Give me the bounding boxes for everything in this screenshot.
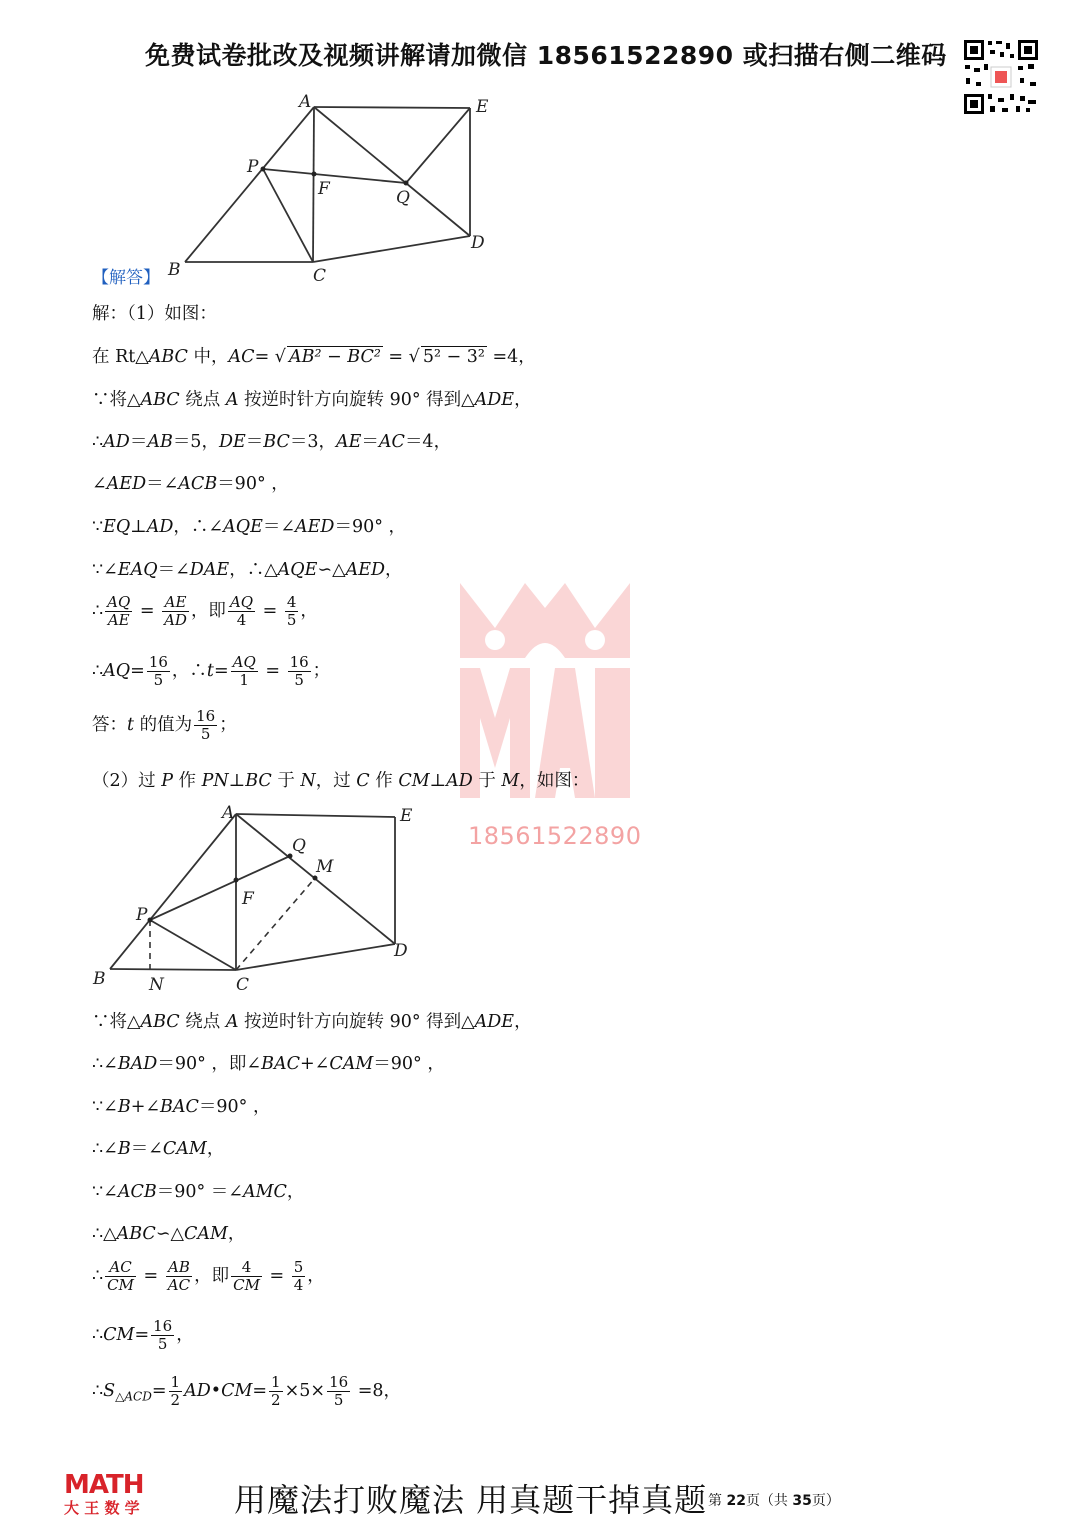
math-text: ， <box>176 1325 194 1345</box>
math-text: ADE <box>474 1012 515 1032</box>
math-text: ∴ <box>92 432 104 452</box>
math-text: ＝∠ <box>157 560 190 580</box>
math-text: 16 <box>196 707 216 725</box>
math-text: AC <box>167 1276 191 1294</box>
fig1-label-d: D <box>471 233 485 253</box>
math-text: 按逆时针方向旋转 90° 得到△ <box>238 390 475 410</box>
math-text: 于 <box>271 771 301 791</box>
geometry-figure-1 <box>160 92 500 287</box>
math-text: = <box>137 1266 164 1286</box>
math-text: 于 <box>472 771 502 791</box>
math-text: ∵ <box>92 517 104 537</box>
math-text: ⊥ <box>429 771 447 791</box>
sol-line-11 <box>92 767 589 792</box>
math-text: A <box>225 390 239 410</box>
sol2-line-7 <box>92 1259 325 1294</box>
math-text: ，∴ <box>171 661 207 681</box>
math-text: S <box>103 1381 116 1401</box>
sol-line-3 <box>92 386 532 411</box>
math-text: +∠ <box>299 1054 330 1074</box>
sol-line-1 <box>92 300 217 325</box>
math-text: AC <box>228 347 255 367</box>
fig2-label-c: C <box>236 975 250 995</box>
math-text: 按逆时针方向旋转 90° 得到△ <box>238 1012 475 1032</box>
math-text: BAD <box>117 1054 158 1074</box>
math-text: AC <box>105 1259 136 1277</box>
math-text: = <box>134 601 161 621</box>
math-text: 5² − 3² <box>422 347 485 367</box>
math-text: 4 <box>236 611 247 629</box>
segment-ad <box>314 107 470 236</box>
segment-pc <box>263 169 313 262</box>
math-text: 16 <box>329 1373 349 1391</box>
math-text: AQ <box>229 593 254 611</box>
fig2-label-b: B <box>93 969 106 989</box>
qr-code-icon[interactable] <box>962 38 1040 116</box>
math-text: = <box>382 347 409 367</box>
footer-logo: MATH 大 王 数 学 <box>64 1470 144 1517</box>
fig2-label-m: M <box>316 857 334 877</box>
segment-ba <box>185 107 314 262</box>
math-text: ＝ <box>129 432 148 452</box>
math-text: ABC <box>140 390 180 410</box>
math-text: ， <box>385 560 403 580</box>
math-text: ＝90° ， <box>217 474 289 494</box>
segment-pq <box>263 169 406 183</box>
math-text: 作 <box>369 771 399 791</box>
sol-line-7 <box>92 556 403 581</box>
math-text: = <box>254 347 270 367</box>
math-text: ∵∠ <box>92 1182 118 1202</box>
fig1-label-f: F <box>318 179 330 199</box>
math-text: 绕点 <box>179 390 226 410</box>
math-text: ∵将△ <box>92 1012 141 1032</box>
math-text: AB² − BC² <box>288 347 381 367</box>
math-text: ， <box>514 390 532 410</box>
math-text: C <box>356 771 370 791</box>
segment-dc <box>313 236 470 262</box>
math-text: ， <box>206 1139 225 1159</box>
math-text: ∵∠ <box>92 1097 118 1117</box>
math-text: EAQ <box>117 560 158 580</box>
math-text: ABC <box>148 347 188 367</box>
sol2-line-4 <box>92 1135 224 1160</box>
math-text: 16 <box>148 653 168 671</box>
math-text: CM <box>233 1276 260 1294</box>
math-text: = <box>263 1266 290 1286</box>
fig2-label-n: N <box>149 975 164 995</box>
math-text: ，∴∠ <box>173 517 224 537</box>
math-text: 在 Rt△ <box>92 347 149 367</box>
math-text: = <box>259 661 286 681</box>
math-text: 1 <box>239 671 249 689</box>
math-text: AD <box>146 517 174 537</box>
math-text: AE <box>107 611 130 629</box>
math-text: EQ <box>103 517 131 537</box>
math-text: 5 <box>293 1258 304 1276</box>
math-text: = <box>151 1381 167 1401</box>
answer-label: 【解答】 <box>92 268 160 288</box>
math-text: CM <box>221 1381 253 1401</box>
sol2-line-8 <box>92 1318 194 1353</box>
math-text: ×5× <box>284 1381 326 1401</box>
math-text: AQ <box>107 593 131 611</box>
math-text: AD <box>184 1381 211 1401</box>
math-text: AB <box>166 1259 192 1277</box>
math-text: 4 <box>293 1276 304 1294</box>
fig1-label-q: Q <box>396 188 410 208</box>
fig1-label-e: E <box>476 97 489 117</box>
math-text: ，即 <box>194 1266 230 1286</box>
fig2-label-a: A <box>222 803 235 823</box>
fig1-label-b: B <box>168 260 181 280</box>
math-text: ，如图： <box>519 771 590 791</box>
math-text: CAM <box>162 1139 207 1159</box>
math-text: PN <box>201 771 229 791</box>
math-text: 的值为 <box>134 715 193 735</box>
math-text: ， <box>286 1182 305 1202</box>
segment-ac <box>313 107 314 262</box>
sol-line-8 <box>92 594 318 629</box>
math-text: ∵∠ <box>92 560 118 580</box>
math-text: ∴∠ <box>92 1139 118 1159</box>
math-text: AQE <box>223 517 263 537</box>
math-text: ∠ <box>92 474 107 494</box>
math-text: ， <box>300 601 318 621</box>
math-text: ＝90° ， <box>334 517 407 537</box>
math-text: B <box>117 1139 131 1159</box>
math-text: AD <box>446 771 473 791</box>
header-banner: 免费试卷批改及视频讲解请加微信 18561522890 或扫描右侧二维码 <box>145 41 947 70</box>
math-text: 5 <box>157 1335 168 1353</box>
math-text: AED <box>345 560 386 580</box>
math-text: ＝3， <box>289 432 336 452</box>
math-text: 5 <box>333 1391 344 1409</box>
math-text: ； <box>312 661 331 681</box>
sol2-line-5 <box>92 1178 304 1203</box>
math-text: • <box>210 1381 222 1401</box>
math-text: ACB <box>178 474 218 494</box>
math-text: 2 <box>271 1391 281 1409</box>
math-text: ，∴△ <box>229 560 278 580</box>
math-text: ∴△ <box>92 1224 117 1244</box>
sol2-line-1 <box>92 1008 532 1033</box>
math-text: ， <box>514 1012 532 1032</box>
math-text: 2 <box>170 1391 181 1409</box>
math-text: +∠ <box>130 1097 161 1117</box>
math-text: ＝∠ <box>146 474 179 494</box>
math-text: ABC <box>116 1224 156 1244</box>
math-text: 1 <box>170 1373 181 1391</box>
math-text: = <box>213 661 229 681</box>
math-text: = <box>252 1381 268 1401</box>
sol-line-9 <box>92 654 330 689</box>
math-text: ＝90° ，即∠ <box>157 1054 262 1074</box>
math-text: =8， <box>352 1381 402 1401</box>
fig1-label-a: A <box>299 92 312 112</box>
math-text: BC <box>263 432 290 452</box>
math-text: A <box>225 1012 239 1032</box>
sol-line-10 <box>92 708 237 743</box>
fig1-label-c: C <box>313 266 327 286</box>
math-text: 5 <box>153 671 164 689</box>
math-text: ＝5， <box>172 432 219 452</box>
math-text: ，过 <box>315 771 357 791</box>
math-text: CM <box>398 771 430 791</box>
segment-eq <box>406 108 470 183</box>
math-text: B <box>117 1097 131 1117</box>
math-text: AQ <box>103 661 131 681</box>
math-text: BAC <box>261 1054 300 1074</box>
math-text: AB <box>147 432 173 452</box>
math-text: t <box>127 715 135 735</box>
fig2-label-p: P <box>136 905 148 925</box>
math-text: ∴ <box>92 661 104 681</box>
sol-line-5 <box>92 470 289 495</box>
math-text: AC <box>378 432 405 452</box>
fig2-label-d: D <box>394 941 408 961</box>
math-text: AED <box>295 517 335 537</box>
segment-ae <box>314 107 470 108</box>
math-text: AD <box>164 611 187 629</box>
math-text: =4， <box>486 347 536 367</box>
math-text: ＝90° ＝∠ <box>156 1182 243 1202</box>
math-text: ＝90° ， <box>373 1054 445 1074</box>
math-text: = <box>134 1325 150 1345</box>
math-text: = <box>257 601 283 621</box>
math-text: t <box>206 661 214 681</box>
math-text: DAE <box>189 560 230 580</box>
sol2-line-9: $\therefore S_{\triangle ACD}=$ $\frac{1}{2}$ AD•CM= $\frac{1}{2}$ ×5× $\frac{16}{5}$ =8， <box>92 1373 402 1409</box>
math-text: ∴ <box>92 601 104 621</box>
math-text: AQE <box>277 560 318 580</box>
math-text: BC <box>245 771 272 791</box>
fig2-label-f: F <box>242 889 254 909</box>
math-text: ∴ <box>92 1266 104 1286</box>
math-text: 16 <box>153 1317 173 1335</box>
math-text: ； <box>219 715 237 735</box>
math-text: ＝ <box>361 432 379 452</box>
math-text: AQ <box>232 653 256 671</box>
math-text: CM <box>103 1325 135 1345</box>
watermark-phone: 18561522890 <box>468 822 642 850</box>
math-text: 4 <box>231 1259 262 1277</box>
math-text: 作 <box>172 771 202 791</box>
math-text: N <box>300 771 316 791</box>
geometry-figure-2 <box>88 800 418 1000</box>
math-text: ⊥ <box>130 517 147 537</box>
math-text: DE <box>218 432 246 452</box>
math-text: AE <box>162 594 189 612</box>
math-text: CM <box>107 1276 134 1294</box>
math-text: 5 <box>200 725 211 743</box>
math-text: ∴ <box>92 1325 104 1345</box>
math-text: ∵将△ <box>92 390 141 410</box>
math-text: P <box>161 771 173 791</box>
math-text: ，即 <box>190 601 226 621</box>
math-text: 4 <box>286 593 297 611</box>
math-text: 16 <box>289 653 309 671</box>
math-text: ADE <box>474 390 515 410</box>
sol2-line-2 <box>92 1050 445 1075</box>
math-text: CAM <box>329 1054 374 1074</box>
math-text: = <box>130 661 145 681</box>
math-text: AED <box>106 474 147 494</box>
math-text: ∽△ <box>317 560 346 580</box>
sol2-line-6 <box>92 1220 245 1245</box>
math-text: ⊥ <box>228 771 246 791</box>
math-text: ABC <box>140 1012 180 1032</box>
fig1-label-p: P <box>247 157 259 177</box>
math-text: ＝ <box>245 432 264 452</box>
math-text: ∴ <box>92 1381 104 1401</box>
math-text: ∴∠ <box>92 1054 118 1074</box>
math-text: BAC <box>160 1097 199 1117</box>
math-text: 中， <box>187 347 229 367</box>
math-text: ＝∠ <box>262 517 296 537</box>
math-text: 1 <box>271 1373 281 1391</box>
sol2-line-3 <box>92 1093 271 1118</box>
math-text: ＝90° ， <box>198 1097 271 1117</box>
fig2-label-q: Q <box>292 836 306 856</box>
math-text: ， <box>227 1224 246 1244</box>
math-text: 5 <box>286 611 297 629</box>
footer-slogan: 用魔法打败魔法 用真题干掉真题 <box>234 1481 708 1519</box>
math-text: CAM <box>183 1224 228 1244</box>
math-text: 答： <box>92 715 127 735</box>
sol-line-4 <box>92 428 451 453</box>
math-text: ACB <box>117 1182 157 1202</box>
math-text: 绕点 <box>179 1012 226 1032</box>
math-text: 解：（1）如图： <box>92 304 217 324</box>
math-text: ， <box>307 1266 325 1286</box>
math-text: ∽△ <box>155 1224 184 1244</box>
math-text: M <box>501 771 520 791</box>
math-text: AD <box>103 432 130 452</box>
page-number: 第 22页（共 35页） <box>708 1493 840 1509</box>
fig2-label-e: E <box>400 806 413 826</box>
math-text: ＝4， <box>404 432 452 452</box>
math-text: AMC <box>242 1182 287 1202</box>
math-text: ＝∠ <box>130 1139 163 1159</box>
math-text: 5 <box>294 671 304 689</box>
math-text: （2）过 <box>92 771 162 791</box>
sol-line-2: 在 Rt△ABC 中，AC= √ AB² − BC² = √ 5² − 3² =4， <box>92 347 536 367</box>
math-text: AE <box>335 432 362 452</box>
sol-line-6 <box>92 513 406 538</box>
